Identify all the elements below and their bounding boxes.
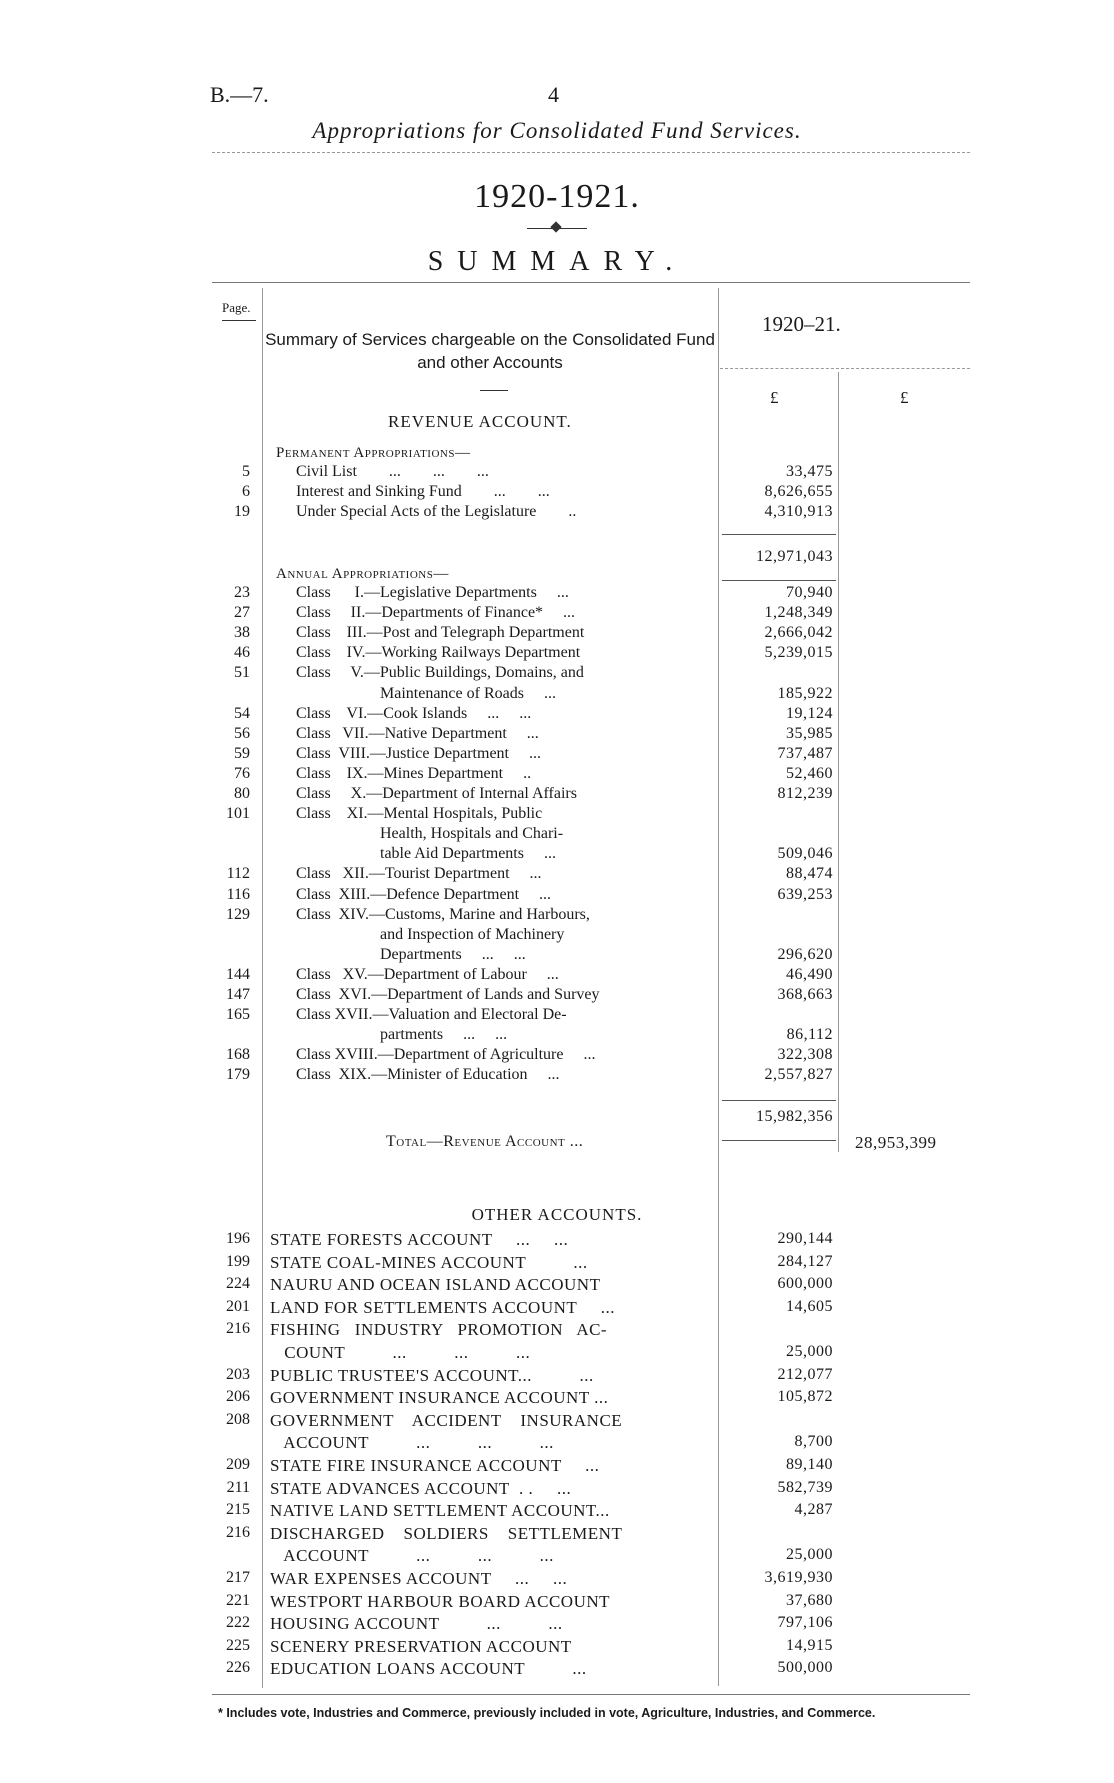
row-description: DISCHARGED SOLDIERS SETTLEMENT — [270, 1523, 623, 1543]
row-page-number: 56 — [234, 724, 250, 742]
row-page-number: 196 — [226, 1230, 250, 1247]
row-description: GOVERNMENT ACCIDENT INSURANCE — [270, 1410, 623, 1430]
row-page-number: 6 — [242, 483, 250, 500]
row-description: Class VIII.—Justice Department ... — [296, 744, 541, 762]
row-description: Class XV.—Department of Labour ... — [296, 965, 559, 983]
row-amount: 368,663 — [777, 986, 833, 1003]
row-page-number: 80 — [234, 785, 250, 802]
row-description: Class VI.—Cook Islands ... ... — [296, 704, 532, 722]
currency-label-2: £ — [900, 388, 909, 407]
row-amount: 19,124 — [786, 704, 833, 722]
row-description: STATE COAL-MINES ACCOUNT ... — [270, 1252, 588, 1272]
permanent-subtotal-rule — [722, 534, 836, 535]
ornament-diamond — [550, 221, 561, 232]
row-page-number: 222 — [226, 1614, 250, 1632]
row-page-number: 23 — [234, 584, 250, 601]
row-description: Class V.—Public Buildings, Domains, and — [296, 664, 584, 682]
row-page-number: 215 — [226, 1501, 250, 1519]
row-description: Class II.—Departments of Finance* ... — [296, 604, 576, 622]
annual-top-rule — [722, 580, 836, 581]
row-description: Departments ... ... — [296, 945, 526, 963]
row-description: table Aid Departments ... — [296, 845, 556, 863]
row-description: Class XVII.—Valuation and Electoral De- — [296, 1006, 567, 1024]
row-amount: 25,000 — [786, 1546, 833, 1564]
row-page-number: 27 — [234, 604, 250, 622]
row-amount: 25,000 — [786, 1343, 833, 1360]
row-page-number: 112 — [226, 865, 250, 883]
row-page-number: 201 — [226, 1297, 250, 1315]
row-description: Class XIII.—Defence Department ... — [296, 885, 552, 903]
section-short-rule — [480, 390, 508, 391]
row-description: NATIVE LAND SETTLEMENT ACCOUNT... — [270, 1501, 610, 1521]
permanent-subtotal: 12,971,043 — [756, 548, 833, 565]
row-page-number: 208 — [226, 1410, 250, 1428]
row-page-number: 168 — [226, 1046, 250, 1064]
row-amount: 52,460 — [786, 764, 833, 782]
row-amount: 737,487 — [777, 744, 833, 762]
currency-label-1: £ — [770, 388, 779, 407]
row-description: ACCOUNT ... ... ... — [270, 1433, 554, 1453]
row-description: Class XVI.—Department of Lands and Survey — [296, 986, 600, 1003]
row-amount: 8,626,655 — [764, 483, 833, 500]
annual-appropriations-heading: Annual Appropriations— — [276, 566, 449, 582]
page-header-rule — [222, 320, 256, 321]
row-description: Under Special Acts of the Legislature .. — [296, 503, 577, 520]
row-description: WAR EXPENSES ACCOUNT ... ... — [270, 1569, 568, 1588]
annual-subtotal-rule — [722, 1100, 836, 1101]
annual-bottom-rule — [722, 1140, 836, 1141]
total-revenue-label: Total—Revenue Account ... — [386, 1133, 584, 1150]
amount-col-rule-right — [838, 372, 839, 1152]
row-description: Class XII.—Tourist Department ... — [296, 865, 542, 883]
row-amount: 797,106 — [777, 1614, 833, 1632]
row-amount: 639,253 — [777, 885, 833, 903]
row-page-number: 51 — [234, 664, 250, 682]
row-description: Interest and Sinking Fund ... ... — [296, 483, 550, 500]
row-description: Class XIX.—Minister of Education ... — [296, 1066, 560, 1084]
row-description: Maintenance of Roads ... — [296, 684, 556, 702]
permanent-appropriations-heading: Permanent Appropriations— — [276, 445, 471, 461]
document-subtitle: Appropriations for Consolidated Fund Services. — [312, 118, 802, 143]
footnote: * Includes vote, Industries and Commerce, previously included in vote, Agriculture, Industries, and Commerce. — [218, 1706, 876, 1720]
row-amount: 509,046 — [777, 845, 833, 863]
row-page-number: 203 — [226, 1365, 250, 1383]
row-page-number: 216 — [226, 1320, 250, 1338]
header-rule — [212, 152, 970, 153]
row-page-number: 59 — [234, 744, 250, 762]
row-description: GOVERNMENT INSURANCE ACCOUNT ... — [270, 1388, 609, 1408]
row-page-number: 221 — [226, 1591, 250, 1609]
row-description: and Inspection of Machinery — [296, 925, 565, 943]
page-number: 4 — [548, 82, 559, 107]
row-amount: 3,619,930 — [764, 1569, 833, 1586]
row-page-number: 165 — [226, 1006, 250, 1024]
row-description: NAURU AND OCEAN ISLAND ACCOUNT — [270, 1275, 601, 1295]
row-description: SCENERY PRESERVATION ACCOUNT — [270, 1636, 572, 1656]
row-description: Class III.—Post and Telegraph Department — [296, 624, 585, 642]
row-description: Class XVIII.—Department of Agriculture ... — [296, 1046, 596, 1064]
summary-title: SUMMARY. — [427, 246, 687, 277]
row-page-number: 209 — [226, 1456, 250, 1473]
year-header-rule — [720, 368, 970, 369]
row-amount: 5,239,015 — [764, 644, 833, 662]
row-amount: 185,922 — [777, 684, 833, 702]
row-page-number: 76 — [234, 764, 250, 782]
row-amount: 88,474 — [786, 865, 833, 883]
row-page-number: 54 — [234, 704, 250, 722]
row-amount: 37,680 — [786, 1591, 833, 1609]
row-page-number: 129 — [226, 905, 250, 923]
row-description: Class I.—Legislative Departments ... — [296, 584, 569, 601]
row-page-number: 179 — [226, 1066, 250, 1084]
row-page-number: 225 — [226, 1636, 250, 1654]
row-page-number: 46 — [234, 644, 250, 662]
row-description: Class IV.—Working Railways Department — [296, 644, 581, 662]
row-amount: 600,000 — [777, 1275, 833, 1293]
row-description: Class XIV.—Customs, Marine and Harbours, — [296, 905, 590, 923]
row-description: STATE FIRE INSURANCE ACCOUNT ... — [270, 1456, 600, 1475]
row-description: Civil List ... ... ... — [296, 463, 489, 480]
row-amount: 70,940 — [786, 584, 833, 601]
row-description: WESTPORT HARBOUR BOARD ACCOUNT — [270, 1591, 611, 1611]
row-amount: 582,739 — [777, 1478, 833, 1496]
row-amount: 8,700 — [794, 1433, 833, 1451]
row-description: STATE FORESTS ACCOUNT ... ... — [270, 1230, 569, 1249]
row-amount: 1,248,349 — [764, 604, 833, 622]
row-amount: 2,666,042 — [764, 624, 833, 642]
summary-column-header: Summary of Services chargeable on the Consolidated Fund and other Accounts — [265, 330, 715, 372]
row-amount: 4,287 — [794, 1501, 833, 1519]
row-amount: 284,127 — [777, 1252, 833, 1270]
row-description: Class XI.—Mental Hospitals, Public — [296, 805, 543, 823]
row-description: Health, Hospitals and Chari- — [296, 825, 564, 843]
row-amount: 33,475 — [786, 463, 833, 480]
row-description: Class X.—Department of Internal Affairs — [296, 785, 577, 802]
row-amount: 322,308 — [777, 1046, 833, 1064]
revenue-account-heading: REVENUE ACCOUNT. — [388, 412, 572, 431]
row-description: COUNT ... ... ... — [270, 1343, 531, 1362]
year-title: 1920-1921. — [474, 178, 640, 215]
amount-col-rule-left — [718, 288, 719, 1686]
page-column-header: Page. — [222, 300, 251, 315]
row-page-number: 199 — [226, 1252, 250, 1270]
row-amount: 14,915 — [786, 1636, 833, 1654]
row-page-number: 216 — [226, 1523, 250, 1541]
row-page-number: 101 — [226, 805, 250, 823]
row-description: Class IX.—Mines Department .. — [296, 764, 532, 782]
row-amount: 4,310,913 — [764, 503, 833, 520]
row-amount: 812,239 — [777, 785, 833, 802]
row-amount: 2,557,827 — [764, 1066, 833, 1084]
row-amount: 35,985 — [786, 724, 833, 742]
row-amount: 89,140 — [786, 1456, 833, 1473]
row-page-number: 217 — [226, 1569, 250, 1586]
row-page-number: 144 — [226, 965, 250, 983]
other-accounts-heading: OTHER ACCOUNTS. — [471, 1205, 643, 1224]
row-page-number: 206 — [226, 1388, 250, 1406]
row-page-number: 226 — [226, 1659, 250, 1677]
row-page-number: 211 — [226, 1478, 250, 1496]
row-amount: 296,620 — [777, 945, 833, 963]
grand-total: 28,953,399 — [855, 1133, 937, 1152]
row-description: LAND FOR SETTLEMENTS ACCOUNT ... — [270, 1297, 615, 1317]
row-description: ACCOUNT ... ... ... — [270, 1546, 554, 1566]
row-amount: 86,112 — [786, 1026, 833, 1044]
row-description: EDUCATION LOANS ACCOUNT ... — [270, 1659, 587, 1679]
row-amount: 500,000 — [777, 1659, 833, 1677]
row-amount: 14,605 — [786, 1297, 833, 1315]
footnote-rule — [212, 1694, 970, 1695]
row-page-number: 19 — [234, 503, 250, 520]
row-amount: 105,872 — [777, 1388, 833, 1406]
table-top-rule — [212, 282, 970, 283]
row-page-number: 38 — [234, 624, 250, 642]
row-page-number: 5 — [242, 463, 250, 480]
row-description: Class VII.—Native Department ... — [296, 724, 539, 742]
row-page-number: 147 — [226, 986, 250, 1003]
page-col-rule-lower — [262, 1228, 263, 1688]
row-amount: 290,144 — [777, 1230, 833, 1247]
document-code: B.—7. — [210, 82, 269, 107]
row-description: STATE ADVANCES ACCOUNT . . ... — [270, 1478, 572, 1498]
year-column-header: 1920–21. — [762, 312, 841, 336]
row-description: HOUSING ACCOUNT ... ... — [270, 1614, 563, 1634]
row-description: FISHING INDUSTRY PROMOTION AC- — [270, 1320, 608, 1340]
row-amount: 46,490 — [786, 965, 833, 983]
row-description: partments ... ... — [296, 1026, 508, 1044]
row-page-number: 116 — [226, 885, 250, 903]
row-page-number: 224 — [226, 1275, 250, 1293]
row-amount: 212,077 — [777, 1365, 833, 1383]
annual-subtotal: 15,982,356 — [756, 1108, 833, 1125]
row-description: PUBLIC TRUSTEE'S ACCOUNT... ... — [270, 1365, 594, 1385]
